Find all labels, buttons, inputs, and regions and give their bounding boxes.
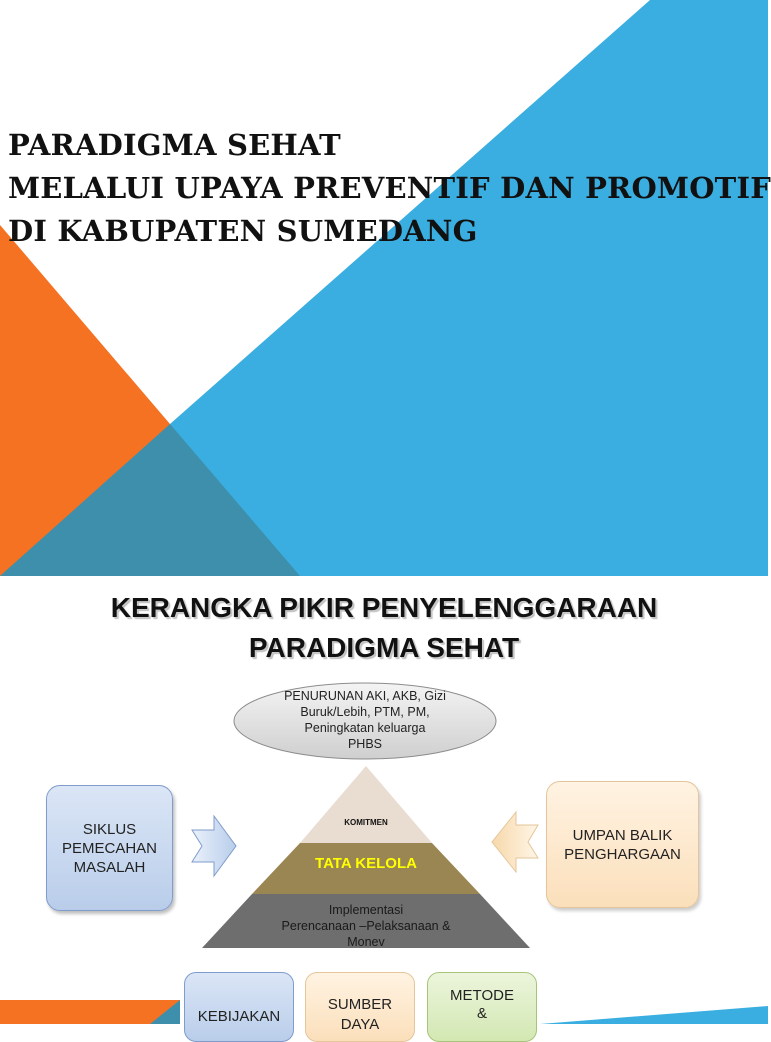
siklus-line-1: SIKLUS xyxy=(82,820,137,838)
title-line-1: PARADIGMA SEHAT xyxy=(8,128,341,162)
sumber-line-1: SUMBER xyxy=(327,996,393,1013)
umpan-balik-box xyxy=(546,781,699,908)
impl-line-3: Monev xyxy=(347,935,385,949)
siklus-line-2: PEMECAHAN xyxy=(61,839,158,857)
bottom-blue-shape xyxy=(540,1006,768,1024)
outcome-line-2: Buruk/Lebih, PTM, PM, xyxy=(300,705,430,719)
left-arrow-icon xyxy=(492,812,538,872)
heading-line-2: PARADIGMA SEHAT xyxy=(248,632,520,663)
outcome-text xyxy=(256,688,474,752)
outcome-line-1: PENURUNAN AKI, AKB, Gizi xyxy=(284,689,446,703)
slide-heading xyxy=(0,588,768,668)
pyramid-top-komitmen xyxy=(300,766,432,843)
kebijakan-line-1: KEBIJAKAN xyxy=(197,1008,281,1025)
siklus-box xyxy=(46,785,173,911)
heading-line-1: KERANGKA PIKIR PENYELENGGARAAN xyxy=(110,592,658,623)
sumber-daya-box xyxy=(305,972,415,1042)
title-line-2: MELALUI UPAYA PREVENTIF DAN PROMOTIF xyxy=(8,171,771,205)
metode-line-1: METODE xyxy=(450,987,514,1004)
impl-line-2: Perencanaan –Pelaksanaan & xyxy=(281,919,451,933)
right-arrow-icon xyxy=(192,816,236,876)
implementasi-label xyxy=(240,902,492,950)
outcome-line-4: PHBS xyxy=(347,737,383,751)
siklus-line-3: MASALAH xyxy=(73,858,146,876)
slide-title xyxy=(8,124,771,253)
outcome-line-3: Peningkatan keluarga xyxy=(304,721,426,735)
metode-line-2: & xyxy=(476,1005,487,1022)
komitmen-label: KOMITMEN xyxy=(344,818,388,827)
sumber-line-2: DAYA xyxy=(340,1016,380,1033)
kebijakan-box xyxy=(184,972,294,1042)
tata-kelola-label: TATA KELOLA xyxy=(315,855,417,872)
blue-triangle xyxy=(170,0,768,576)
framework-slide xyxy=(0,576,768,1033)
title-line-3: DI KABUPATEN SUMEDANG xyxy=(8,214,478,248)
umpan-line-1: UMPAN BALIK xyxy=(572,826,673,844)
impl-line-1: Implementasi xyxy=(328,903,404,917)
metode-box xyxy=(427,972,537,1042)
bottom-orange-shape xyxy=(0,1000,180,1024)
umpan-line-2: PENGHARGAAN xyxy=(564,845,681,863)
